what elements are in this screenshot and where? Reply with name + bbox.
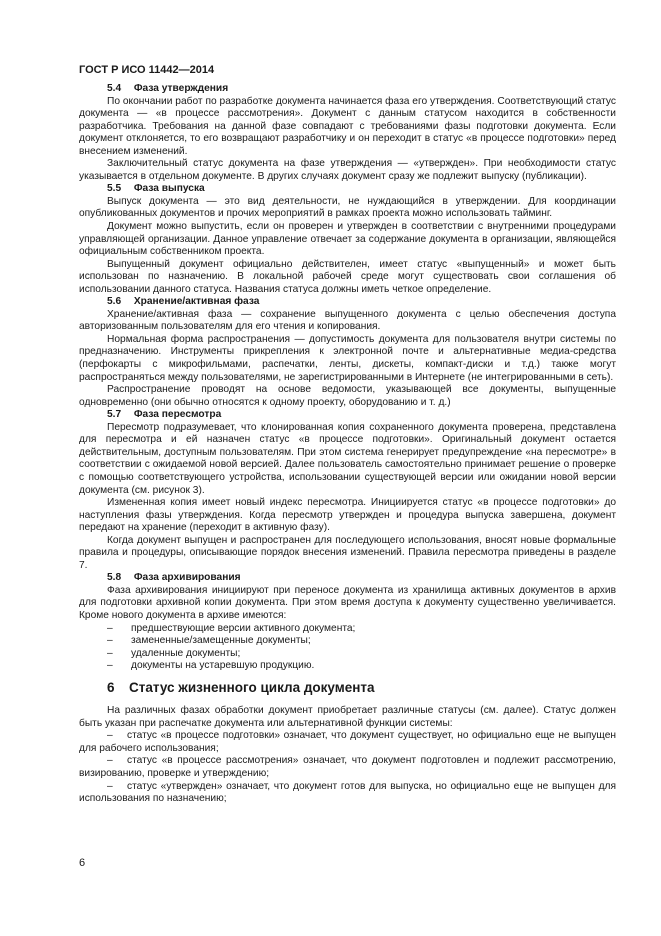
list-item [79,623,616,636]
section-number: 5.5 [107,183,122,195]
list-item [79,781,616,806]
paragraph: Измененная копия имеет новый индекс пересмотра. Инициируется статус «в процессе подготовки» до наступления фазы утверждения. Когда пересмотр утвержден и процедура выпуска завершена, документ передают на хранение (переходит в активную фазу). [79,497,616,534]
section-title: Фаза выпуска [133,183,205,195]
paragraph: Выпуск документа — это вид деятельности, не нуждающийся в утверждении. Для координации опубликованных документов и прочих мероприятий в рамках проекта можно использовать тайминг. [79,195,616,220]
paragraph: Заключительный статус документа на фазе утверждения — «утвержден». При необходимости статус указывается в отдельном документе. В других случаях документ сразу же подлежит выпуску (публикации). [79,158,616,182]
list-item-text: предшествующие версии активного документа; [131,622,356,634]
document-header: ГОСТ Р ИСО 11442—2014 [79,64,215,76]
list-item-text: статус «в процессе рассмотрения» означает, что документ подготовлен и подлежит рассмотрению, визированию, проверке и утверждению; [79,755,616,779]
list-item-text: статус «утвержден» означает, что документ готов для выпуска, но официально еще не выпущен для использования по назначению; [79,780,616,805]
list-item [79,648,616,661]
paragraph: На различных фазах обработки документ приобретает различные статусы (см. далее). Статус должен быть указан при распечатке документа или альтернативной функции системы: [79,705,616,729]
section-number: 5.6 [107,296,122,308]
dash-marker: – [107,755,113,767]
section-number: 5.7 [107,409,122,421]
page-number: 6 [79,857,86,869]
section-number: 5.8 [107,572,122,584]
section-number: 5.4 [107,83,122,94]
paragraph: Выпущенный документ официально действителен, имеет статус «выпущенный» и может быть использован по назначению. В локальной рабочей среде могут существовать свои соглашения об использовании данного статуса. Названия статуса должны иметь четкое определение. [79,258,616,295]
list-item-text: удаленные документы; [131,647,241,659]
paragraph: По окончании работ по разработке документа начинается фаза его утверждения. Соответствующий статус документа — «в процессе рассмотрения». Документ с данным статусом находится в собственности разработчика. Требования на данной фазе совпадают с требованиями фазы подготовки документа. Если документ отклоняется, то его возвращают разработчику и он переходит в статус «в процессе подготовки» перед внесением изменений. [79,95,616,157]
section-title: Фаза архивирования [133,572,241,584]
paragraph: Фаза архивирования инициируют при переносе документа из хранилища активных документов в архив для подготовки архивной копии документа. При этом время доступа к документу существенно увеличивается. Кроме нового документа в архиве имеются: [79,584,616,621]
dash-marker: – [107,660,113,672]
paragraph: Распространение проводят на основе ведомости, указывающей все документы, выпущенные одновременно (они обычно относятся к одному проекту, оборудованию и т. д.) [79,384,616,408]
section-title: Хранение/активная фаза [133,296,260,308]
section-5-8-heading [79,572,616,585]
list-item-text: документы на устаревшую продукцию. [131,660,315,672]
section-title: Фаза пересмотра [133,409,222,421]
list-item-text: статус «в процессе подготовки» означает, что документ существует, но официально еще не выпущен для рабочего использования; [79,730,616,754]
chapter-title: Статус жизненного цикла документа [129,679,375,695]
list-item [79,635,616,648]
list-item [79,755,616,780]
dash-marker: – [107,647,113,659]
dash-marker: – [107,635,113,647]
dash-marker: – [107,622,113,634]
list-item [79,730,616,755]
chapter-6-heading [79,679,616,695]
dash-marker: – [107,780,113,792]
paragraph: Документ можно выпустить, если он проверен и утвержден в соответствии с внутренними процедурами управляющей организации. Данное управление отвечает за содержание документа в организации, являющейся официальным собственником проекта. [79,221,616,258]
section-5-5-heading [79,183,616,196]
section-5-6-heading [79,296,616,309]
chapter-number: 6 [107,679,115,695]
list-item [79,660,616,673]
paragraph: Пересмотр подразумевает, что клонированная копия сохраненного документа проверена, представлена для пересмотра и ей назначен статус «в процессе подготовки». Оригинальный документ остается действительным, доступным пользователям. При этом система генерирует предупреждение «на пересмотре» в соответствии с ожидаемой новой версией. Далее пользователь самостоятельно принимает решение о проверке с помощью соответствующего устройства, использовании существующей версии или ожидании новой версии документа (см. рисунок 3). [79,421,616,496]
page-content [79,83,616,806]
paragraph: Хранение/активная фаза — сохранение выпущенного документа с целью обеспечения доступа авторизованным пользователям для его чтения и копирования. [79,308,616,333]
list-item-text: замененные/замещенные документы; [131,635,311,647]
section-5-7-heading [79,409,616,422]
section-5-4-heading [79,83,616,96]
paragraph: Нормальная форма распространения — допустимость документа для пользователя внутри системы по предназначению. Инструменты прикрепления к электронной почте и альтернативные медиа-средства (перфокарты с микрофильмами, распечатки, ленты, дискеты, компакт-диски и т.д.) также могут распространяться между пользователями, не зарегистрированными в Интернете (не интегрированными в сеть). [79,333,616,383]
paragraph: Когда документ выпущен и распространен для последующего использования, вносят новые формальные правила и процедуры, описывающие порядок внесения изменений. Правила пересмотра приведены в разделе 7. [79,534,616,571]
dash-marker: – [107,730,113,742]
section-title: Фаза утверждения [133,83,229,94]
